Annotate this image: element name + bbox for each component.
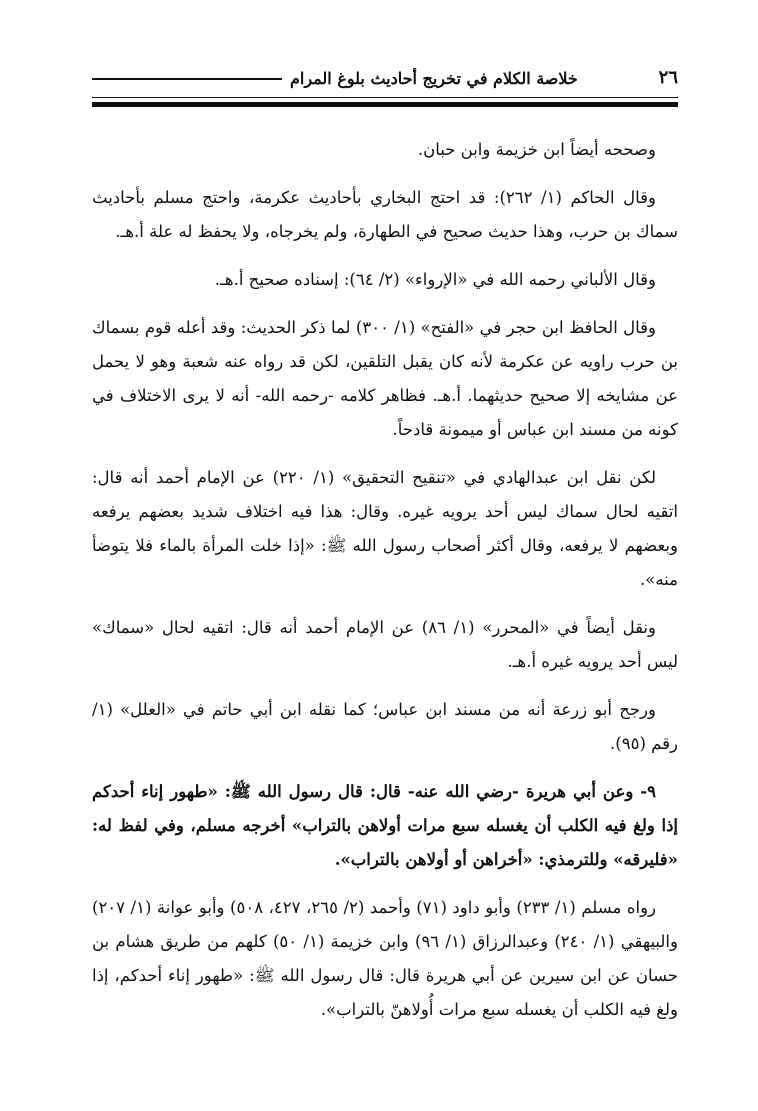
paragraph-5: لكن نقل ابن عبدالهادي في «تنقيح التحقيق» (١/ ٢٢٠) عن الإمام أحمد أنه قال: اتقيه لحال سماك ليس أحد يرويه غيره. وقال: هذا فيه اختلاف شديد بعضهم يرفعه وبعضهم لا يرفعه، وقال أكثر أصحاب رسول الله ﷺ: «إذا خلت المرأة بالماء فلا يتوضأ منه». (92, 468, 678, 589)
page-number: ٢٦ (658, 67, 678, 88)
paragraph-7: ورجح أبو زرعة أنه من مسند ابن عباس؛ كما نقله ابن أبي حاتم في «العلل» (١/ رقم (٩٥). (92, 700, 678, 753)
hadith-paragraph (92, 775, 678, 877)
paragraph-2: وقال الحاكم (١/ ٢٦٢): قد احتج البخاري بأحاديث عكرمة، واحتج مسلم بأحاديث سماك بن حرب، وهذا حديث صحيح في الطهارة، ولم يخرجاه، ولا يحفظ له علة أ.هـ. (92, 188, 678, 241)
paragraph-1: وصححه أيضاً ابن خزيمة وابن حبان. (417, 140, 656, 159)
header-rule-thick (92, 102, 678, 107)
running-title: خلاصة الكلام في تخريج أحاديث بلوغ المرام (290, 69, 578, 88)
page-body (92, 133, 678, 1027)
takhrij-paragraph: رواه مسلم (١/ ٢٣٣) وأبو داود (٧١) وأحمد (٢/ ٢٦٥، ٤٢٧، ٥٠٨) وأبو عوانة (١/ ٢٠٧) والبيهقي (١/ ٢٤٠) وعبدالرزاق (١/ ٩٦) وابن خزيمة (١/ ٥٠) كلهم من طريق هشام بن حسان عن ابن سيرين عن أبي هريرة قال: قال رسول الله ﷺ: «طهور إناء أحدكم، إذا ولغ فيه الكلب أن يغسله سبع مرات أُولاهنّ بالتراب». (92, 898, 678, 1019)
book-page (92, 58, 678, 1041)
paragraph-6: ونقل أيضاً في «المحرر» (١/ ٨٦) عن الإمام أحمد أنه قال: اتقيه لحال «سماك» ليس أحد يرويه غيره أ.هـ. (92, 618, 678, 671)
hadith-text: - وعن أبي هريرة -رضي الله عنه- قال: قال رسول الله ﷺ: «طهور إناء أحدكم إذا ولغ فيه الكلب أن يغسله سبع مرات أولاهن بالتراب» أخرجه مسلم، وفي لفظ له: «فليرقه» وللترمذي: «أخراهن أو أولاهن بالتراب». (92, 782, 678, 869)
running-title-group (92, 69, 578, 88)
hadith-number: ٩ (647, 782, 656, 801)
header-rule-thin (92, 97, 678, 98)
page-header (92, 58, 678, 88)
paragraph-3: وقال الألباني رحمه الله في «الإرواء» (٢/ ٦٤): إسناده صحيح أ.هـ. (214, 270, 656, 289)
title-dash-rule (92, 78, 282, 80)
paragraph-4: وقال الحافظ ابن حجر في «الفتح» (١/ ٣٠٠) لما ذكر الحديث: وقد أعله قوم بسماك بن حرب راويه عن عكرمة لأنه كان يقبل التلقين، لكن قد رواه عنه شعبة وهو لا يحمل عن مشايخه إلا صحيح حديثهما. أ.هـ. فظاهر كلامه -رحمه الله- أنه لا يرى الاختلاف في كونه من مسند ابن عباس أو ميمونة قادحاً. (92, 318, 678, 439)
